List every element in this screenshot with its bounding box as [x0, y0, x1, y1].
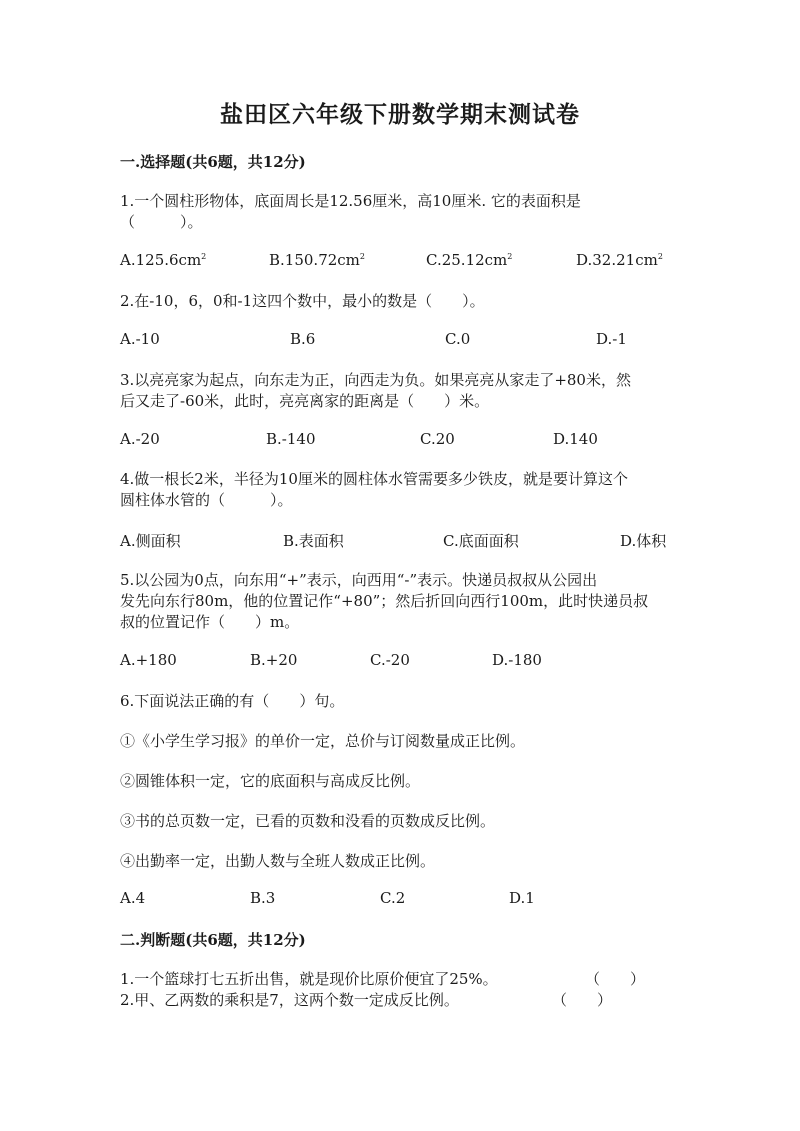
- question-1-line-2: （ ）。: [120, 213, 203, 231]
- q1-option-b: $B.150.72cm^2$: [269, 251, 365, 269]
- q6-option-d: D.1: [509, 889, 535, 907]
- q5-option-c: C.-20: [370, 651, 410, 669]
- q6-option-b: B.3: [250, 889, 276, 907]
- section-heading-judge: 二.判断题(共6题，共12分): [120, 931, 306, 949]
- q3-option-a: A.-20: [120, 430, 160, 448]
- q6-statement-4: ④出勤率一定，出勤人数与全班人数成正比例。: [120, 852, 436, 870]
- question-6-line-1: 6.下面说法正确的有（ ）句。: [120, 692, 345, 710]
- q6-statement-1: ①《小学生学习报》的单价一定，总价与订阅数量成正比例。: [120, 732, 526, 750]
- question-5-line-3: 叔的位置记作（ ）m。: [120, 613, 300, 631]
- judge-2-blank: （ ）: [552, 991, 613, 1009]
- q3-option-b: B.-140: [266, 430, 316, 448]
- q2-option-c: C.0: [445, 330, 471, 348]
- q6-option-c: C.2: [380, 889, 406, 907]
- q5-option-a: A.+180: [120, 651, 177, 669]
- question-1-line-1: 1.一个圆柱形物体，底面周长是12.56厘米，高10厘米. 它的表面积是: [120, 192, 581, 210]
- q3-option-c: C.20: [420, 430, 455, 448]
- q3-option-d: D.140: [553, 430, 598, 448]
- q1-option-c: $C.25.12cm^2$: [426, 251, 513, 269]
- q4-option-b: B.表面积: [283, 532, 344, 550]
- question-2-line-1: 2.在-10，6，0和-1这四个数中，最小的数是（ ）。: [120, 292, 485, 310]
- q4-option-c: C.底面面积: [443, 532, 519, 550]
- question-5-line-1: 5.以公园为0点，向东用“+”表示，向西用“-”表示。快递员叔叔从公园出: [120, 571, 598, 589]
- page-title: 盐田区六年级下册数学期末测试卷: [220, 101, 580, 128]
- q5-option-d: D.-180: [492, 651, 542, 669]
- q4-option-a: A.侧面积: [120, 532, 181, 550]
- judge-2-text: 2.甲、乙两数的乘积是7，这两个数一定成反比例。: [120, 991, 459, 1009]
- q6-statement-2: ②圆锥体积一定，它的底面积与高成反比例。: [120, 772, 421, 790]
- q6-option-a: A.4: [120, 889, 146, 907]
- question-4-line-1: 4.做一根长2米，半径为10厘米的圆柱体水管需要多少铁皮，就是要计算这个: [120, 470, 628, 488]
- question-3-line-2: 后又走了-60米，此时，亮亮离家的距离是（ ）米。: [120, 392, 490, 410]
- q5-option-b: B.+20: [250, 651, 298, 669]
- q4-option-d: D.体积: [620, 532, 667, 550]
- judge-1-text: 1.一个篮球打七五折出售，就是现价比原价便宜了25%。: [120, 970, 498, 988]
- q1-option-d: $D.32.21cm^2$: [576, 251, 663, 269]
- q6-statement-3: ③书的总页数一定，已看的页数和没看的页数成反比例。: [120, 812, 496, 830]
- section-heading-choice: 一.选择题(共6题，共12分): [120, 153, 306, 171]
- question-4-line-2: 圆柱体水管的（ ）。: [120, 491, 293, 509]
- q2-option-a: A.-10: [120, 330, 160, 348]
- q2-option-b: B.6: [290, 330, 316, 348]
- question-5-line-2: 发先向东行80m，他的位置记作“+80”；然后折回向西行100m，此时快递员叔: [120, 592, 649, 610]
- q1-option-a: $A.125.6cm^2$: [120, 251, 207, 269]
- question-3-line-1: 3.以亮亮家为起点，向东走为正，向西走为负。如果亮亮从家走了+80米，然: [120, 371, 631, 389]
- q2-option-d: D.-1: [596, 330, 627, 348]
- judge-1-blank: （ ）: [585, 970, 646, 988]
